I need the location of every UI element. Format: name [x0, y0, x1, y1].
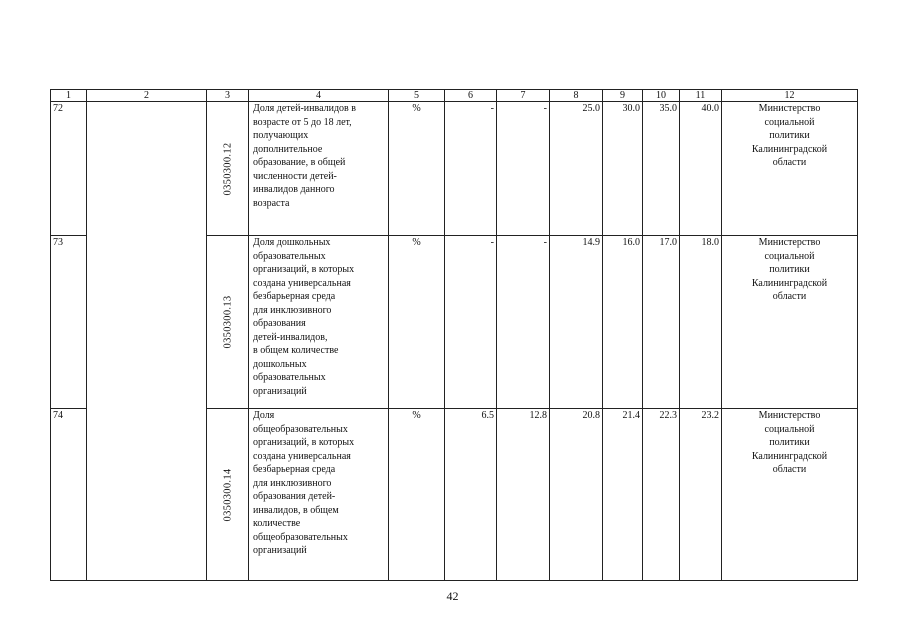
org-line: социальной	[764, 423, 815, 435]
unit-cell: %	[389, 409, 445, 581]
header-cell: 3	[207, 90, 249, 102]
header-cell: 7	[497, 90, 550, 102]
description-line: безбарьерная среда	[253, 291, 336, 302]
org-line: Министерство	[758, 410, 821, 421]
code-cell	[207, 102, 249, 236]
indicator-code: 0350300.12	[221, 142, 233, 195]
value-cell-c9: 30.0	[603, 102, 643, 236]
description-line: численности детей-	[253, 170, 337, 182]
description-line: количестве	[253, 518, 301, 529]
description-line: создана универсальная	[253, 277, 351, 289]
description-line: для инклюзивного	[253, 304, 332, 316]
org-line: Калининградской	[751, 450, 828, 462]
description-line: дополнительное	[253, 143, 323, 155]
header-cell: 4	[249, 90, 389, 102]
org-line: Министерство	[758, 103, 821, 114]
responsible-org-cell	[722, 409, 858, 581]
row-number-cell: 72	[51, 102, 87, 236]
description-line: создана универсальная	[253, 450, 351, 462]
org-line: Калининградской	[751, 143, 828, 155]
value-cell-c7: -	[497, 102, 550, 236]
value-cell-c9: 21.4	[603, 409, 643, 581]
value-cell-c10: 17.0	[643, 236, 680, 409]
value-cell-c8: 20.8	[550, 409, 603, 581]
description-line: Доля дошкольных	[253, 237, 331, 248]
value-cell-c6: -	[445, 102, 497, 236]
header-cell: 2	[87, 90, 207, 102]
description-line: организаций	[253, 385, 307, 397]
indicator-code: 0350300.14	[221, 468, 233, 521]
indicator-description-cell	[249, 236, 389, 409]
value-cell-c10: 35.0	[643, 102, 680, 236]
header-cell: 9	[603, 90, 643, 102]
value-cell-c8: 25.0	[550, 102, 603, 236]
description-line: организаций	[253, 545, 307, 556]
description-line: Доля детей-инвалидов в	[253, 103, 356, 114]
indicator-table	[50, 89, 858, 581]
description-line: инвалидов данного	[253, 184, 335, 195]
description-line: общеобразовательных	[253, 531, 348, 543]
header-row	[51, 90, 858, 102]
description-line: безбарьерная среда	[253, 464, 336, 475]
header-cell: 12	[722, 90, 858, 102]
indicator-code: 0350300.13	[221, 295, 233, 349]
value-cell-c6: -	[445, 236, 497, 409]
org-line: области	[772, 291, 807, 302]
description-line: детей-инвалидов,	[253, 331, 328, 343]
value-cell-c8: 14.9	[550, 236, 603, 409]
row-number-cell: 73	[51, 236, 87, 409]
org-line: области	[772, 157, 807, 168]
description-line: организаций, в которых	[253, 437, 355, 448]
description-line: получающих	[253, 130, 309, 141]
value-cell-c11: 23.2	[680, 409, 722, 581]
value-cell-c9: 16.0	[603, 236, 643, 409]
value-cell-c11: 18.0	[680, 236, 722, 409]
value-cell-c6: 6.5	[445, 409, 497, 581]
description-line: Доля	[253, 410, 275, 421]
column-2-empty-cell	[87, 102, 207, 581]
unit-cell: %	[389, 102, 445, 236]
description-line: образовательных	[253, 250, 326, 262]
description-line: организаций, в которых	[253, 264, 355, 275]
org-line: социальной	[764, 116, 815, 128]
value-cell-c7: -	[497, 236, 550, 409]
responsible-org-cell	[722, 236, 858, 409]
value-cell-c10: 22.3	[643, 409, 680, 581]
org-line: политики	[769, 437, 810, 448]
description-line: образования детей-	[253, 491, 336, 502]
description-line: образования	[253, 318, 306, 329]
row-number-cell: 74	[51, 409, 87, 581]
header-cell: 10	[643, 90, 680, 102]
org-line: политики	[769, 130, 810, 141]
description-line: дошкольных	[253, 358, 307, 370]
org-line: Министерство	[758, 237, 821, 248]
description-line: для инклюзивного	[253, 477, 332, 489]
header-cell: 8	[550, 90, 603, 102]
page-number: 42	[446, 589, 459, 603]
org-line: области	[772, 464, 807, 475]
description-line: возрасте от 5 до 18 лет,	[253, 116, 352, 128]
description-line: в общем количестве	[253, 345, 339, 356]
indicator-description-cell	[249, 102, 389, 236]
description-line: образовательных	[253, 372, 326, 383]
org-line: Калининградской	[751, 277, 828, 289]
value-cell-c7: 12.8	[497, 409, 550, 581]
header-cell: 11	[680, 90, 722, 102]
org-line: социальной	[764, 250, 815, 262]
header-cell: 1	[51, 90, 87, 102]
code-cell	[207, 236, 249, 409]
header-cell: 6	[445, 90, 497, 102]
unit-cell: %	[389, 236, 445, 409]
description-line: инвалидов, в общем	[253, 504, 339, 516]
indicator-description-cell	[249, 409, 389, 581]
table-row	[51, 102, 858, 236]
code-cell	[207, 409, 249, 581]
value-cell-c11: 40.0	[680, 102, 722, 236]
description-line: образование, в общей	[253, 157, 346, 168]
responsible-org-cell	[722, 102, 858, 236]
description-line: возраста	[253, 197, 290, 209]
header-cell: 5	[389, 90, 445, 102]
org-line: политики	[769, 264, 810, 275]
description-line: общеобразовательных	[253, 423, 348, 435]
